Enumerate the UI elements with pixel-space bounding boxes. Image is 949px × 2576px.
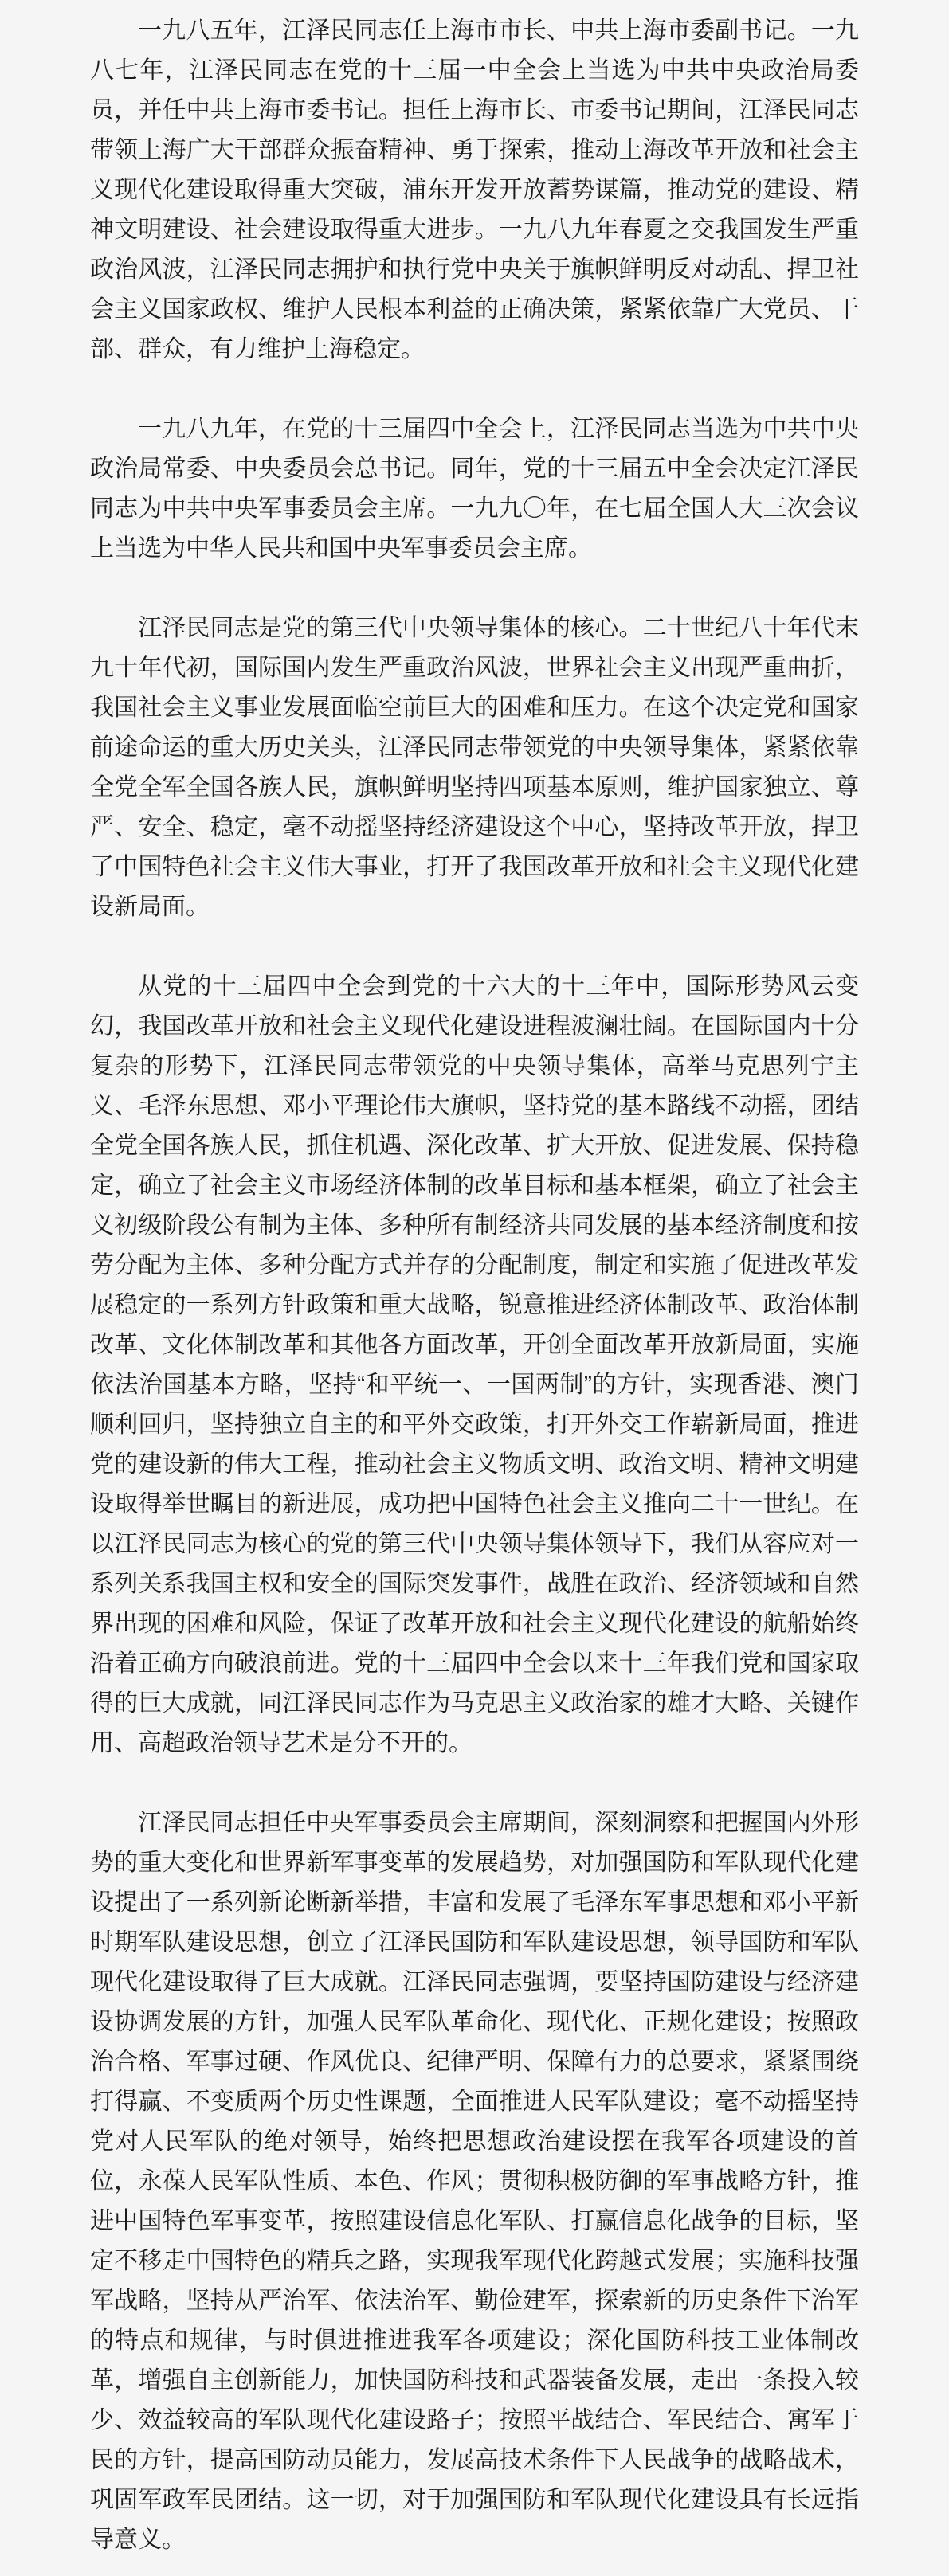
paragraph-1: 一九八五年，江泽民同志任上海市市长、中共上海市委副书记。一九八七年，江泽民同志在党的十三届一中全会上当选为中共中央政治局委员，并任中共上海市委书记。担任上海市长、市委书记期间，江泽民同志带领上海广大干部群众振奋精神、勇于探索，推动上海改革开放和社会主义现代化建设取得重大突破，浦东开发开放蓄势谋篇，推动党的建设、精神文明建设、社会建设取得重大进步。一九八九年春夏之交我国发生严重政治风波，江泽民同志拥护和执行党中央关于旗帜鲜明反对动乱、捍卫社会主义国家政权、维护人民根本利益的正确决策，紧紧依靠广大党员、干部、群众，有力维护上海稳定。 xyxy=(90,18,859,362)
article-body xyxy=(90,11,859,2560)
paragraph-4: 从党的十三届四中全会到党的十六大的十三年中，国际形势风云变幻，我国改革开放和社会主义现代化建设进程波澜壮阔。在国际国内十分复杂的形势下，江泽民同志带领党的中央领导集体，高举马克思列宁主义、毛泽东思想、邓小平理论伟大旗帜，坚持党的基本路线不动摇，团结全党全国各族人民，抓住机遇、深化改革、扩大开放、促进发展、保持稳定，确立了社会主义市场经济体制的改革目标和基本框架，确立了社会主义初级阶段公有制为主体、多种所有制经济共同发展的基本经济制度和按劳分配为主体、多种分配方式并存的分配制度，制定和实施了促进改革发展稳定的一系列方针政策和重大战略，锐意推进经济体制改革、政治体制改革、文化体制改革和其他各方面改革，开创全面改革开放新局面，实施依法治国基本方略，坚持“和平统一、一国两制”的方针，实现香港、澳门顺利回归，坚持独立自主的和平外交政策，打开外交工作崭新局面，推进党的建设新的伟大工程，推动社会主义物质文明、政治文明、精神文明建设取得举世瞩目的新进展，成功把中国特色社会主义推向二十一世纪。在以江泽民同志为核心的党的第三代中央领导集体领导下，我们从容应对一系列关系我国主权和安全的国际突发事件，战胜在政治、经济领域和自然界出现的困难和风险，保证了改革开放和社会主义现代化建设的航船始终沿着正确方向破浪前进。党的十三届四中全会以来十三年我们党和国家取得的巨大成就，同江泽民同志作为马克思主义政治家的雄才大略、关键作用、高超政治领导艺术是分不开的。 xyxy=(90,973,859,1756)
paragraph-3: 江泽民同志是党的第三代中央领导集体的核心。二十世纪八十年代末九十年代初，国际国内发生严重政治风波，世界社会主义出现严重曲折，我国社会主义事业发展面临空前巨大的困难和压力。在这个决定党和国家前途命运的重大历史关头，江泽民同志带领党的中央领导集体，紧紧依靠全党全军全国各族人民，旗帜鲜明坚持四项基本原则，维护国家独立、尊严、安全、稳定，毫不动摇坚持经济建设这个中心，坚持改革开放，捍卫了中国特色社会主义伟大事业，打开了我国改革开放和社会主义现代化建设新局面。 xyxy=(90,615,859,920)
paragraph-2: 一九八九年，在党的十三届四中全会上，江泽民同志当选为中共中央政治局常委、中央委员会总书记。同年，党的十三届五中全会决定江泽民同志为中共中央军事委员会主席。一九九〇年，在七届全国人大三次会议上当选为中华人民共和国中央军事委员会主席。 xyxy=(90,416,859,562)
paragraph-5: 江泽民同志担任中央军事委员会主席期间，深刻洞察和把握国内外形势的重大变化和世界新军事变革的发展趋势，对加强国防和军队现代化建设提出了一系列新论断新举措，丰富和发展了毛泽东军事思想和邓小平新时期军队建设思想，创立了江泽民国防和军队建设思想，领导国防和军队现代化建设取得了巨大成就。江泽民同志强调，要坚持国防建设与经济建设协调发展的方针，加强人民军队革命化、现代化、正规化建设；按照政治合格、军事过硬、作风优良、纪律严明、保障有力的总要求，紧紧围绕打得赢、不变质两个历史性课题，全面推进人民军队建设；毫不动摇坚持党对人民军队的绝对领导，始终把思想政治建设摆在我军各项建设的首位，永葆人民军队性质、本色、作风；贯彻积极防御的军事战略方针，推进中国特色军事变革，按照建设信息化军队、打赢信息化战争的目标，坚定不移走中国特色的精兵之路，实现我军现代化跨越式发展；实施科技强军战略，坚持从严治军、依法治军、勤俭建军，探索新的历史条件下治军的特点和规律，与时俱进推进我军各项建设；深化国防科技工业体制改革，增强自主创新能力，加快国防科技和武器装备发展，走出一条投入较少、效益较高的军队现代化建设路子；按照平战结合、军民结合、寓军于民的方针，提高国防动员能力，发展高技术条件下人民战争的战略战术，巩固军政军民团结。这一切，对于加强国防和军队现代化建设具有长远指导意义。 xyxy=(90,1810,859,2553)
